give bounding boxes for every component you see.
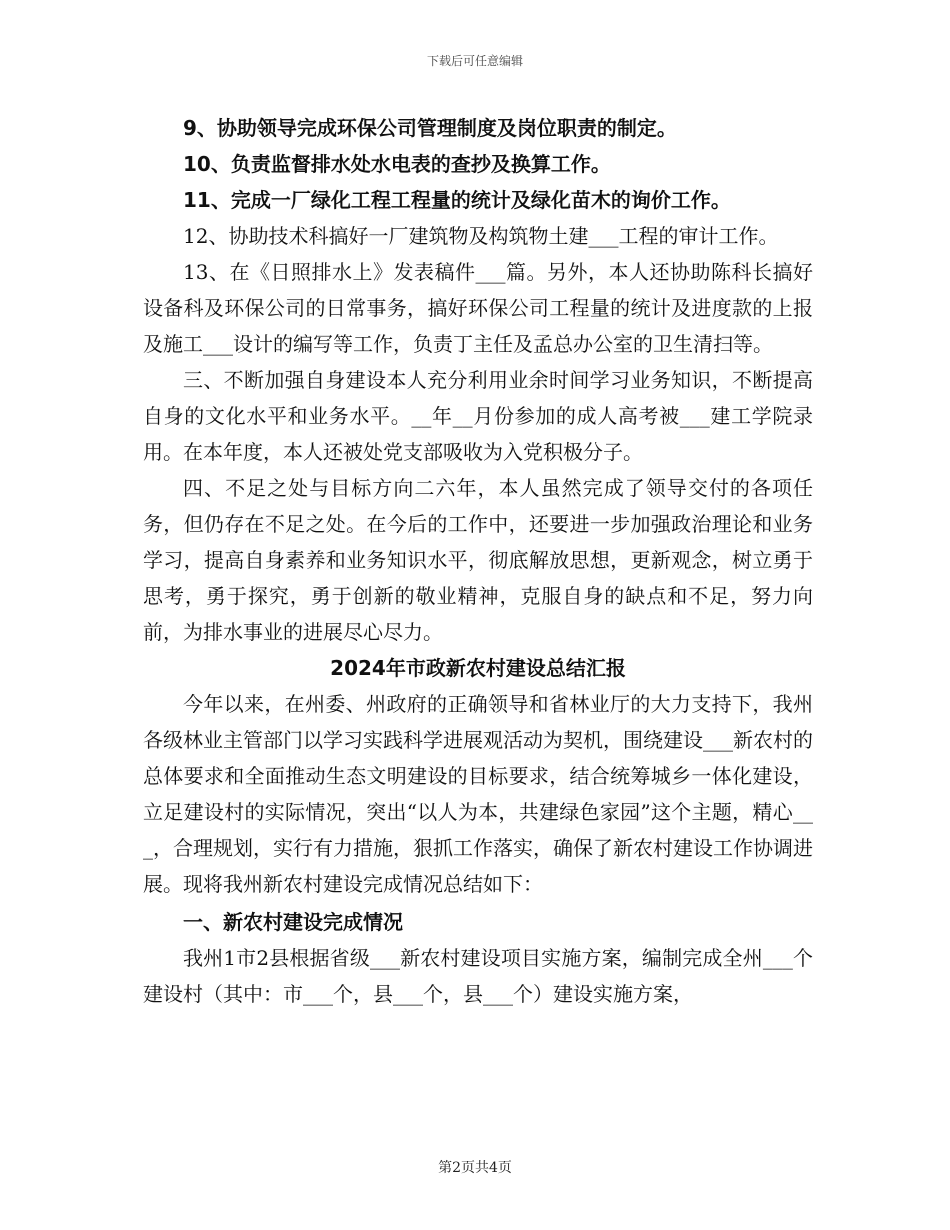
document-title: 2024年市政新农村建设总结汇报 bbox=[330, 656, 626, 680]
paragraph-section-three: 三、不断加强自身建设本人充分利用业余时间学习业务知识，不断提高自身的文化水平和业务水平。__年__月份参加的成人高考被___建工学院录用。在本年度，本人还被处党支部吸收为入党积极分子。 bbox=[143, 368, 813, 464]
page-header: 下载后可任意编辑 bbox=[426, 54, 523, 68]
section-heading-one: 一、新农村建设完成情况 bbox=[183, 910, 403, 934]
paragraph-item-9: 9、协助领导完成环保公司管理制度及岗位职责的制定。 bbox=[183, 116, 677, 140]
document-body bbox=[143, 110, 813, 1012]
paragraph-section-four: 四、不足之处与目标方向二六年，本人虽然完成了领导交付的各项任务，但仍存在不足之处。在今后的工作中，还要进一步加强政治理论和业务学习，提高自身素养和业务知识水平，彻底解放思想，更新观念，树立勇于思考，勇于探究，勇于创新的敬业精神，克服自身的缺点和不足，努力向前，为排水事业的进展尽心尽力。 bbox=[143, 476, 813, 644]
paragraph-completion: 我州1市2县根据省级___新农村建设项目实施方案，编制完成全州___个建设村（其中：市___个，县___个，县___个）建设实施方案， bbox=[143, 946, 813, 1006]
paragraph-item-11: 11、完成一厂绿化工程工程量的统计及绿化苗木的询价工作。 bbox=[183, 188, 731, 212]
paragraph-item-13: 13、在《日照排水上》发表稿件___篇。另外，本人还协助陈科长搞好设备科及环保公司的日常事务，搞好环保公司工程量的统计及进度款的上报及施工___设计的编写等工作，负责丁主任及孟总办公室的卫生清扫等。 bbox=[143, 260, 813, 356]
page-footer: 第2页共4页 bbox=[438, 1160, 512, 1176]
paragraph-intro: 今年以来，在州委、州政府的正确领导和省林业厅的大力支持下，我州各级林业主管部门以学习实践科学进展观活动为契机，围绕建设___新农村的总体要求和全面推动生态文明建设的目标要求，结合统筹城乡一体化建设，立足建设村的实际情况，突出“以人为本，共建绿色家园”这个主题，精心___，合理规划，实行有力措施，狠抓工作落实，确保了新农村建设工作协调进展。现将我州新农村建设完成情况总结如下： bbox=[143, 692, 813, 896]
paragraph-item-10: 10、负责监督排水处水电表的查抄及换算工作。 bbox=[183, 152, 611, 176]
paragraph-item-12: 12、协助技术科搞好一厂建筑物及构筑物土建___工程的审计工作。 bbox=[183, 224, 779, 248]
